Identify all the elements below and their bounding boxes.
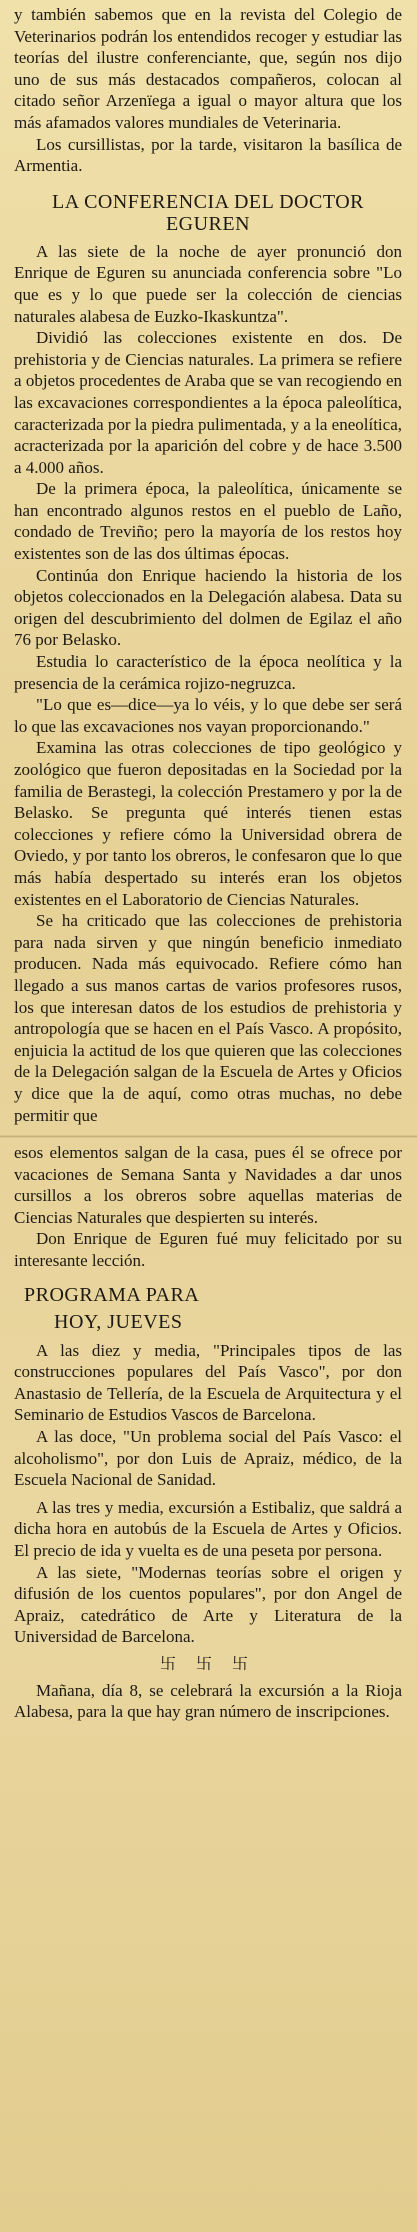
article-paragraph: Se ha criticado que las colecciones de prehistoria para nada sirven y que ningún beneficio inmediato producen. Nada más equivocado. Refiere cómo han llegado a sus manos cartas de varios profesores rusos, los que interesan datos de los estudios de prehistoria y antropología que se hacen en el País Vasco. A propósito, enjuicia la actitud de los que quieren que las colecciones de la Delegación salgan de la Escuela de Artes y Oficios y dice que la de aquí, como otras muchas, no debe permitir que [14, 911, 402, 1125]
article-paragraph: Don Enrique de Eguren fué muy felicitado por su interesante lección. [14, 1229, 402, 1271]
article-heading: LA CONFERENCIA DEL DOCTOR EGUREN [52, 190, 364, 235]
program-item: A las tres y media, excursión a Estibaliz, que saldrá a dicha hora en autobús de la Escuela de Artes y Oficios. El precio de ida y vuelta es de una peseta por persona. [14, 1497, 402, 1560]
program-item: A las siete, "Modernas teorías sobre el origen y difusión de los cuentos populares", por don Angel de Apraiz, catedrático de Arte y Literatura de la Universidad de Barcelona. [14, 1562, 402, 1647]
program-heading: PROGRAMA PARA [24, 1283, 200, 1306]
article-paragraph: A las siete de la noche de ayer pronunció don Enrique de Eguren su anunciada conferencia sobre "Lo que es y lo que puede ser la colección de ciencias naturales alabesa de Euzko-Ikaskuntza". [14, 241, 402, 326]
article-paragraph: Dividió las colecciones existente en dos. De prehistoria y de Ciencias naturales. La primera se refiere a objetos procedentes de Araba que se van recogiendo en las excavaciones correspondientes a la época paleolítica, caracterizada por la piedra pulimentada, y a la eneolítica, acracterizada por la aparición del cobre y de hace 3.500 a 4.000 años. [14, 328, 402, 477]
article-paragraph: esos elementos salgan de la casa, pues él se ofrece por vacaciones de Semana Santa y Navidades a dar unos cursillos a los obreros sobre aquellas materias de Ciencias Naturales que despierten su interés. [14, 1143, 402, 1227]
intro-paragraph: y también sabemos que en la revista del Colegio de Veterinarios podrán los entendidos recoger y estudiar las teorías del ilustre conferenciante, que, según nos dijo uno de sus más destacados compañeros, colocan al citado señor Arzenïega a igual o mayor altura que los más afamados valores mundiales de Veterinaria. [14, 5, 402, 132]
column-break [14, 1126, 402, 1142]
article-column [14, 4, 402, 1723]
article-paragraph: Continúa don Enrique haciendo la historia de los objetos coleccionados en la Delegación alabesa. Data su origen del descubrimiento del dolmen de Egilaz el año 76 por Belasko. [14, 565, 402, 650]
article-paragraph: Examina las otras colecciones de tipo geológico y zoológico que fueron depositadas en la Sociedad por la familia de Berastegi, la colección Prestamero y por la de Belasko. Se pregunta qué interés tienen estas colecciones y refiere cómo la Universidad obrera de Oviedo, y por tanto los obreros, le confesaron que lo que más había despertado su interés eran los objetos existentes en el Laboratorio de Ciencias Naturales. [14, 738, 402, 909]
program-item: A las doce, "Un problema social del País Vasco: el alcoholismo", por don Luis de Apraiz, médico, de la Escuela Nacional de Sanidad. [14, 1427, 402, 1490]
article-paragraph: Estudia lo característico de la época neolítica y la presencia de la cerámica rojizo-negruzca. [14, 652, 402, 693]
article-paragraph: De la primera época, la paleolítica, únicamente se han encontrado algunos restos en el pueblo de Laño, condado de Treviño; pero la mayoría de los restos hoy existentes son de las dos últimas épocas. [14, 479, 402, 564]
intro-paragraph: Los cursillistas, por la tarde, visitaron la basílica de Armentia. [14, 134, 402, 176]
program-subheading: HOY, JUEVES [54, 1310, 183, 1333]
program-item: A las diez y media, "Principales tipos de las construcciones populares del País Vasco", por don Anastasio de Tellería, de la Escuela de Arquitectura y el Seminario de Estudios Vascos de Barcelona. [14, 1340, 402, 1425]
article-paragraph: "Lo que es—dice—ya lo véis, y lo que debe ser será lo que las excavaciones nos vayan proporcionando." [14, 695, 402, 736]
closing-paragraph: Mañana, día 8, se celebrará la excursión a la Rioja Alabesa, para la que hay gran número de inscripciones. [14, 1680, 402, 1722]
section-separator: 卐 卐 卐 [159, 1655, 256, 1673]
